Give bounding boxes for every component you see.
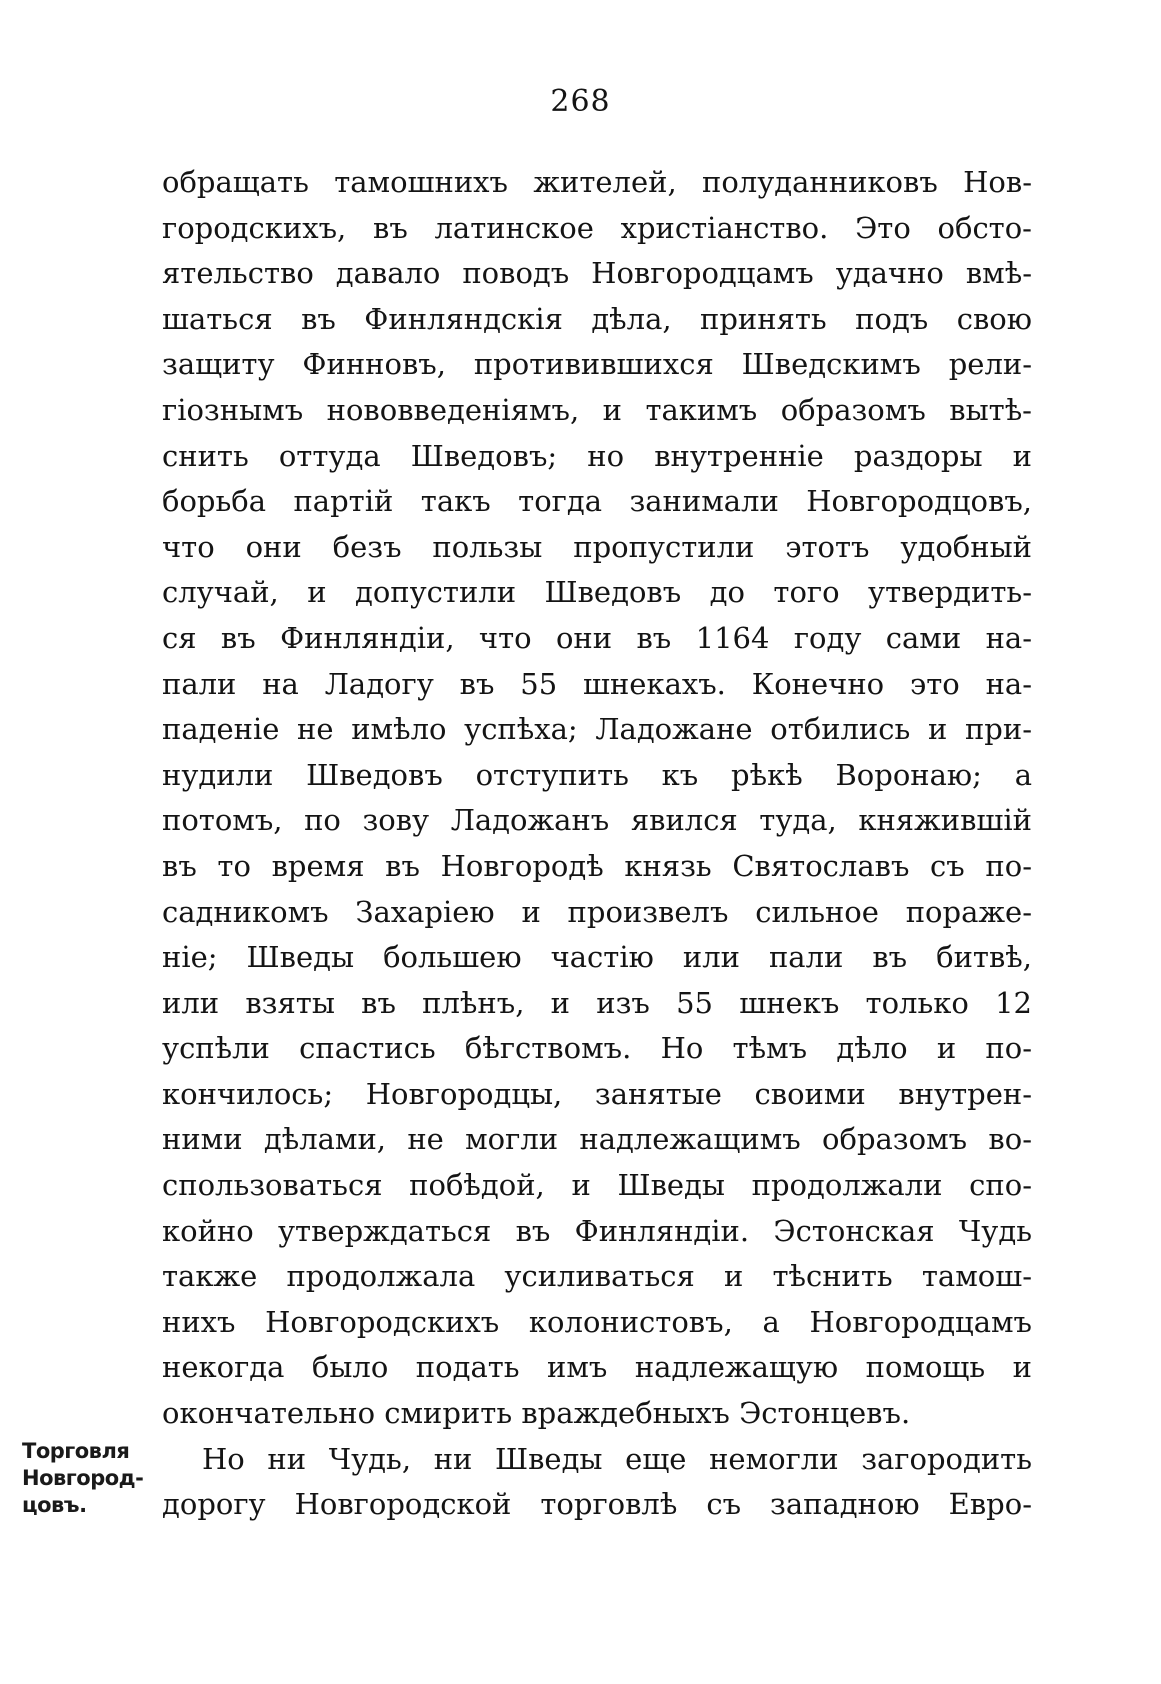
text-line: ними дѣлами, не могли надлежащимъ образомъ во- — [162, 1122, 1032, 1157]
text-line: койно утверждаться въ Финляндіи. Эстонская Чудь — [162, 1213, 1032, 1248]
margin-note-line: цовъ. — [22, 1493, 87, 1517]
text-line: что они безъ пользы пропустили этотъ удобный — [162, 529, 1032, 564]
text-line: дорогу Новгородской торговлѣ съ западною Евро- — [162, 1487, 1032, 1522]
text-line: или взяты въ плѣнъ, и изъ 55 шнекъ только 12 — [162, 985, 1032, 1020]
margin-note — [22, 1438, 152, 1519]
text-line: кончилось; Новгородцы, занятые своими внутрен- — [162, 1076, 1032, 1111]
text-line: паденіе не имѣло успѣха; Ладожане отбились и при- — [162, 712, 1032, 747]
text-line: садникомъ Захаріею и произвелъ сильное пораже- — [162, 894, 1032, 929]
text-line: также продолжала усиливаться и тѣснить тамош- — [162, 1259, 1032, 1294]
text-line: спользоваться побѣдой, и Шведы продолжали спо- — [162, 1168, 1032, 1203]
text-line: снить оттуда Шведовъ; но внутренніе раздоры и — [162, 438, 1032, 473]
text-line: борьба партій такъ тогда занимали Новгородцовъ, — [162, 484, 1032, 519]
text-line: защиту Финновъ, противившихся Шведскимъ рели- — [162, 347, 1032, 382]
text-line: успѣли спастись бѣгствомъ. Но тѣмъ дѣло и по- — [162, 1031, 1032, 1066]
text-line: ніе; Шведы большею частію или пали въ битвѣ, — [162, 940, 1032, 975]
text-line: Но ни Чудь, ни Шведы еще немогли загородить — [202, 1441, 1032, 1476]
text-line: пали на Ладогу въ 55 шнекахъ. Конечно это на- — [162, 666, 1032, 701]
margin-note-line: Торговля — [22, 1439, 130, 1463]
text-line: некогда было подать имъ надлежащую помощь и — [162, 1350, 1032, 1385]
text-line: обращать тамошнихъ жителей, полуданниковъ Нов- — [162, 165, 1032, 199]
body-text — [162, 160, 1032, 1528]
text-line: потомъ, по зову Ладожанъ явился туда, княжившій — [162, 803, 1032, 838]
text-line: ятельство давало поводъ Новгородцамъ удачно вмѣ- — [162, 256, 1032, 291]
text-line: нудили Шведовъ отступить къ рѣкѣ Воронаю; а — [162, 757, 1032, 792]
text-line: нихъ Новгородскихъ колонистовъ, а Новгородцамъ — [162, 1304, 1032, 1339]
text-line: случай, и допустили Шведовъ до того утвердить- — [162, 575, 1032, 610]
text-line: шаться въ Финляндскія дѣла, принять подъ свою — [162, 301, 1032, 336]
text-line: ся въ Финляндіи, что они въ 1164 году сами на- — [162, 620, 1032, 655]
margin-note-line: Новгород- — [22, 1466, 144, 1490]
text-line: въ то время въ Новгородѣ князь Святославъ съ по- — [162, 848, 1032, 883]
text-line: окончательно смирить враждебныхъ Эстонцевъ. — [162, 1396, 911, 1431]
text-line: гіознымъ нововведеніямъ, и такимъ образомъ вытѣ- — [162, 392, 1032, 427]
page-number: 268 — [550, 84, 611, 119]
text-line: городскихъ, въ латинское христіанство. Это обсто- — [162, 210, 1032, 245]
